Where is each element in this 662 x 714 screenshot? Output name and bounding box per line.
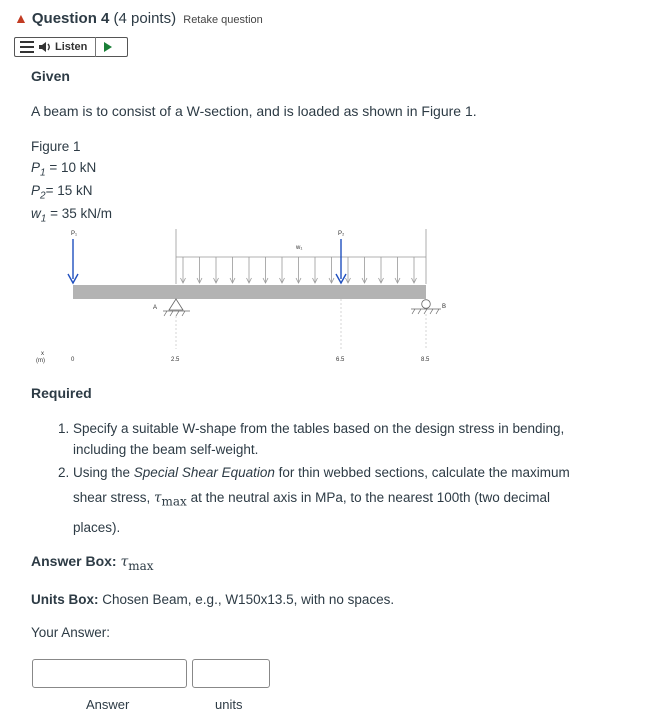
support-a-label: A	[153, 305, 158, 311]
distributed-load	[176, 229, 426, 284]
required-item-2: 2. Using the Special Shear Equation for thin webbed sections, calculate the maximum shear stress, $\tau_{max}$ at the neutral axis in MPa, to the nearest 100th (two decimal places).	[73, 460, 593, 540]
axis-unit-label: (m)	[36, 358, 45, 364]
answer-caption: Answer	[86, 697, 130, 712]
question-header	[14, 10, 263, 27]
your-answer-label: Your Answer:	[31, 625, 111, 640]
units-input[interactable]	[192, 659, 270, 688]
var-p2: $P_2= 15$ kN	[31, 183, 93, 202]
play-icon[interactable]	[104, 42, 112, 52]
figure-label: Figure 1	[31, 139, 81, 154]
tick-2-5: 2.5	[171, 357, 180, 363]
support-b	[422, 300, 431, 309]
warning-icon: ▲	[14, 10, 28, 26]
tick-8-5: 8.5	[421, 357, 430, 363]
var-w1: $w_1 = 35$ kN/m	[31, 206, 112, 225]
question-title: Question 4	[31, 10, 110, 27]
speaker-icon	[38, 41, 52, 53]
tick-0: 0	[71, 357, 75, 363]
axis-x-label: x	[41, 351, 44, 357]
beam-diagram	[0, 224, 470, 370]
required-heading: Required	[31, 385, 92, 401]
intro-text: A beam is to consist of a W-section, and is loaded as shown in Figure 1.	[31, 103, 477, 119]
listen-button[interactable]: Listen	[55, 41, 88, 53]
udl-arrows	[181, 257, 417, 283]
units-caption: units	[215, 697, 243, 712]
retake-question-link[interactable]: Retake question	[183, 14, 263, 26]
p2-label: P₂	[338, 231, 345, 237]
var-p1: $P_1 = 10$ kN	[31, 160, 97, 179]
support-b-label: B	[442, 304, 447, 310]
w1-label: w₁	[296, 245, 303, 251]
required-list	[56, 418, 593, 540]
tick-6-5: 6.5	[336, 357, 345, 363]
toolbar-divider	[95, 37, 96, 57]
required-item-1: 1. Specify a suitable W-shape from the tables based on the design stress in bending, including the beam self-weight.	[73, 418, 593, 460]
units-box-instruction: Units Box: Chosen Beam, e.g., W150x13.5, with no spaces.	[31, 592, 395, 607]
support-a	[169, 299, 183, 310]
question-points: (4 points)	[113, 10, 177, 27]
answer-input[interactable]	[32, 659, 187, 688]
menu-icon[interactable]	[20, 41, 34, 53]
listen-toolbar	[14, 37, 128, 57]
answer-box-label: Answer Box: $\tau_{max}$	[31, 553, 154, 573]
beam	[73, 285, 426, 299]
given-heading: Given	[31, 68, 70, 84]
p1-label: P₁	[71, 231, 78, 237]
